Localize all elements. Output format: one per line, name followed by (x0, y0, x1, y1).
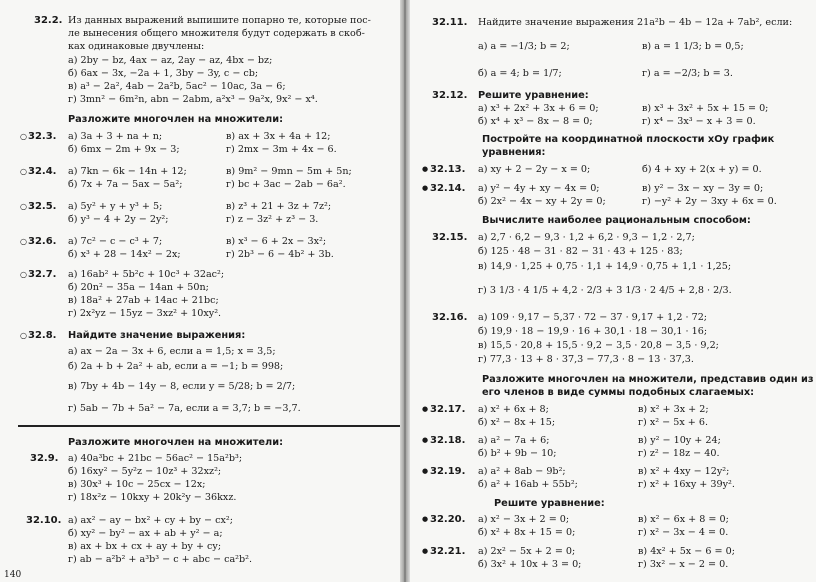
problem-item: а) a² − 7a + 6; (478, 435, 550, 446)
problem-item: в) x³ + 3x² + 5x + 15 = 0; (642, 103, 769, 114)
problem-item: б) x³ + 28 − 14x² − 2x; (68, 249, 181, 260)
problem-item: б) b² + 9b − 10; (478, 448, 557, 459)
problem-number: 32.12. (432, 90, 468, 101)
problem-item: а) 5y² + y + y³ + 5; (68, 201, 163, 212)
problem-item: в) x² − 6x + 8 = 0; (638, 514, 729, 525)
problem-number: 32.10. (26, 515, 62, 526)
problem-item: г) z − 3z² + z³ − 3. (226, 214, 319, 225)
section-divider (18, 425, 400, 427)
problem-number: ○ 32.7. (28, 268, 56, 281)
problem-item: в) ax + 3x + 4a + 12; (226, 131, 331, 142)
problem-text: Из данных выражений выпишите попарно те, которые пос- (68, 15, 371, 26)
problem-item: б) x⁴ + x³ − 8x − 8 = 0; (478, 116, 593, 127)
problem-item: г) 3 1/3 · 4 1/5 + 4,2 · 2/3 + 3 1/3 · 2 4/5 + 2,8 · 2/3. (478, 285, 732, 296)
problem-number: ● 32.20. (430, 513, 465, 526)
problem-number: ● 32.14. (430, 182, 465, 195)
problem-item: б) a = 4; b = 1/7; (478, 68, 562, 79)
problem-item: б) 4 + xy + 2(x + y) = 0. (642, 164, 762, 175)
problem-number: 32.2. (34, 15, 63, 26)
problem-item: а) 16ab² + 5b²c + 10c³ + 32ac²; (68, 269, 225, 280)
problem-item: в) 9m² − 9mn − 5m + 5n; (226, 166, 352, 177)
problem-item: г) 3mn² − 6m²n, abn − 2abm, a²x³ − 9a²x, 9x² − x⁴. (68, 94, 318, 105)
problem-item: б) 2x² − 4x − xy + 2y = 0; (478, 196, 606, 207)
problem-item: г) 77,3 · 13 + 8 · 37,3 − 77,3 · 8 − 13 · 37,3. (478, 354, 694, 365)
problem-item: а) x³ + 2x² + 3x + 6 = 0; (478, 103, 599, 114)
left-page: 32.2. Из данных выражений выпишите попарно те, которые пос- ле вынесения общего множителя будут содержать в скоб- ках одинаковые двучлены: а) 2by − bz, 4ax − az, 2ay − az, 4bx − bz; б) 6ax − 3x, −2a + 1, 3by − 3y, c − cb; в) a³ − 2a², 4ab − 2a²b, 5ac² − 10ac, 3a − 6; г) 3mn² − 6m²n, abn − 2abm, a²x³ − 9a²x, 9x² − x⁴. Разложите многочлен на множители: ○ 32.3. а) 3a + 3 + na + n; в) ax + 3x + 4a + 12; б) 6mx − 2m + 9x − 3; г) 2mx − 3m + 4x − 6. ○ 32.4. а) 7kn − 6k − 14n + 12; в) 9m² − 9mn − 5m + 5n; б) 7x + 7a − 5ax − 5a²; г) bc + 3ac − 2ab − 6a². ○ 32.5. а) 5y² + y + y³ + 5; в) z³ + 21 + 3z + 7z²; б) y³ − 4 + 2y − 2y²; г) z − 3z² + z³ − 3. ○ 32.6. а) 7c² − c − c³ + 7; в) x³ − 6 + 2x − 3x²; б) x³ + 28 − 14x² − 2x; г) 2b³ − 6 − 4b² + 3b. ○ 32.7. а) 16ab² + 5b²c + 10c³ + 32ac²; б) 20n² − 35a − 14an + 50n; в) 18a² + 27ab + 14ac + 21bc; г) 2x²yz − 15yz − 3xz² + 10xy². ○ 32.8. Найдите значение выражения: а) ax − 2a − 3x + 6, если a = 1,5; x = 3,5; б) 2a + b + 2a² + ab, если a = −1; b = 998; в) 7by + 4b − 14y − 8, если y = 5/28; b = 2/7; г) 5ab − 7b + 5a² − 7a, если a = 3,7; b = −3,7. Разложите многочлен на множители: 32.9. а) 40a³bc + 21bc − 56ac² − 15a²b³; б) 16xy² − 5y²z − 10z³ + 32xz²; в) 30x³ + 10c − 25cx − 12x; г) 18x²z − 10kxy + 20k²y − 36kxz. 32.10. а) ax² − ay − bx² + cy + by − cx²; б) xy² − by² − ax + ab + y² − a; в) ax + bx + cx + ay + by + cy; г) ab − a²b² + a³b³ − c + abc − ca²b². 140 (0, 0, 400, 582)
problem-item: г) 18x²z − 10kxy + 20k²y − 36kxz. (68, 492, 237, 503)
problem-item: б) 3x² + 10x + 3 = 0; (478, 559, 582, 570)
problem-item: в) 30x³ + 10c − 25cx − 12x; (68, 479, 206, 490)
problem-item: г) x² − 3x − 4 = 0. (638, 527, 729, 538)
problem-item: а) 2,7 · 6,2 − 9,3 · 1,2 + 6,2 · 9,3 − 1,2 · 2,7; (478, 232, 695, 243)
problem-item: г) x² + 16xy + 39y². (638, 479, 735, 490)
problem-item: в) x² + 3x + 2; (638, 404, 709, 415)
problem-item: г) x² − 5x + 6. (638, 417, 709, 428)
problem-item: г) a = −2/3; b = 3. (642, 68, 733, 79)
problem-item: г) −y² + 2y − 3xy + 6x = 0. (642, 196, 777, 207)
problem-item: в) z³ + 21 + 3z + 7z²; (226, 201, 332, 212)
problem-number: ● 32.13. (430, 163, 465, 176)
problem-item: а) 40a³bc + 21bc − 56ac² − 15a²b³; (68, 453, 243, 464)
problem-item: в) 7by + 4b − 14y − 8, если y = 5/28; b = 2/7; (68, 381, 296, 392)
problem-text: ле вынесения общего множителя будут содержать в скоб- (68, 28, 365, 39)
problem-item: б) a² + 16ab + 55b²; (478, 479, 578, 490)
problem-item: а) x² − 3x + 2 = 0; (478, 514, 570, 525)
problem-number: ● 32.19. (430, 465, 465, 478)
problem-item: а) 7kn − 6k − 14n + 12; (68, 166, 187, 177)
problem-item: а) 7c² − c − c³ + 7; (68, 236, 163, 247)
page-number: 140 (4, 570, 22, 580)
problem-text: ках одинаковые двучлены: (68, 41, 205, 52)
problem-item: а) y² − 4y + xy − 4x = 0; (478, 183, 600, 194)
problem-item: а) xy + 2 − 2y − x = 0; (478, 164, 591, 175)
problem-item: а) 3a + 3 + na + n; (68, 131, 163, 142)
problem-item: б) x² − 8x + 15; (478, 417, 556, 428)
book-spine (400, 0, 410, 582)
problem-item: а) x² + 6x + 8; (478, 404, 549, 415)
problem-item: г) bc + 3ac − 2ab − 6a². (226, 179, 346, 190)
problem-item: б) y³ − 4 + 2y − 2y²; (68, 214, 169, 225)
problem-title: Решите уравнение: (478, 90, 589, 101)
problem-item: б) xy² − by² − ax + ab + y² − a; (68, 528, 223, 539)
problem-item: а) 109 · 9,17 − 5,37 · 72 − 37 · 9,17 + 1,2 · 72; (478, 312, 708, 323)
problem-item: г) 5ab − 7b + 5a² − 7a, если a = 3,7; b = −3,7. (68, 403, 301, 414)
problem-number: 32.9. (30, 453, 59, 464)
problem-title: Найдите значение выражения: (68, 330, 246, 341)
problem-item: г) 2b³ − 6 − 4b² + 3b. (226, 249, 334, 260)
problem-number: ○ 32.5. (28, 200, 56, 213)
problem-item: б) 7x + 7a − 5ax − 5a²; (68, 179, 183, 190)
problem-item: г) 3x² − x − 2 = 0. (638, 559, 729, 570)
problem-item: в) y² − 10y + 24; (638, 435, 721, 446)
problem-item: г) ab − a²b² + a³b³ − c + abc − ca²b². (68, 554, 253, 565)
problem-number: ● 32.21. (430, 545, 465, 558)
problem-item: а) ax − 2a − 3x + 6, если a = 1,5; x = 3,5; (68, 346, 276, 357)
problem-item: в) 15,5 · 20,8 + 15,5 · 9,2 − 3,5 · 20,8 − 3,5 · 9,2; (478, 340, 719, 351)
problem-item: б) 6ax − 3x, −2a + 1, 3by − 3y, c − cb; (68, 68, 259, 79)
problem-item: в) x² + 4xy − 12y²; (638, 466, 730, 477)
problem-item: г) 2x²yz − 15yz − 3xz² + 10xy². (68, 308, 222, 319)
problem-item: б) 19,9 · 18 − 19,9 · 16 + 30,1 · 18 − 30,1 · 16; (478, 326, 708, 337)
problem-item: а) a² + 8ab − 9b²; (478, 466, 566, 477)
problem-item: б) 2a + b + 2a² + ab, если a = −1; b = 998; (68, 361, 284, 372)
problem-number: 32.11. (432, 17, 468, 28)
problem-number: ○ 32.8. (28, 329, 56, 342)
problem-item: в) x³ − 6 + 2x − 3x²; (226, 236, 327, 247)
problem-item: б) 125 · 48 − 31 · 82 − 31 · 43 + 125 · 83; (478, 246, 683, 257)
problem-item: а) 2x² − 5x + 2 = 0; (478, 546, 576, 557)
problem-item: а) 2by − bz, 4ax − az, 2ay − az, 4bx − bz; (68, 55, 273, 66)
problem-title: Найдите значение выражения 21a²b − 4b − 12a + 7ab², если: (478, 17, 793, 28)
problem-item: б) 20n² − 35a − 14an + 50n; (68, 282, 209, 293)
problem-number: ○ 32.4. (28, 165, 56, 178)
problem-item: в) a³ − 2a², 4ab − 2a²b, 5ac² − 10ac, 3a − 6; (68, 81, 286, 92)
problem-item: в) 18a² + 27ab + 14ac + 21bc; (68, 295, 219, 306)
problem-number: 32.16. (432, 312, 468, 323)
problem-number: ● 32.18. (430, 434, 465, 447)
problem-item: б) 6mx − 2m + 9x − 3; (68, 144, 180, 155)
problem-item: в) y² − 3x − xy − 3y = 0; (642, 183, 764, 194)
problem-item: б) 16xy² − 5y²z − 10z³ + 32xz²; (68, 466, 222, 477)
problem-item: г) 2mx − 3m + 4x − 6. (226, 144, 337, 155)
problem-number: 32.15. (432, 232, 468, 243)
problem-item: в) a = 1 1/3; b = 0,5; (642, 41, 744, 52)
problem-item: в) 14,9 · 1,25 + 0,75 · 1,1 + 14,9 · 0,75 + 1,1 · 1,25; (478, 261, 732, 272)
problem-item: б) x² + 8x + 15 = 0; (478, 527, 576, 538)
problem-item: г) x⁴ − 3x³ − x + 3 = 0. (642, 116, 756, 127)
problem-number: ● 32.17. (430, 403, 465, 416)
problem-item: г) z² − 18z − 40. (638, 448, 720, 459)
right-page: 32.11. Найдите значение выражения 21a²b − 4b − 12a + 7ab², если: а) a = −1/3; b = 2; в) a = 1 1/3; b = 0,5; б) a = 4; b = 1/7; г) a = −2/3; b = 3. 32.12. Решите уравнение: а) x³ + 2x² + 3x + 6 = 0; в) x³ + 3x² + 5x + 15 = 0; б) x⁴ + x³ − 8x − 8 = 0; г) x⁴ − 3x³ − x + 3 = 0. Постройте на координатной плоскости xOy график уравнения: ● 32.13. а) xy + 2 − 2y − x = 0; б) 4 + xy + 2(x + y) = 0. ● 32.14. а) y² − 4y + xy − 4x = 0; в) y² − 3x − xy − 3y = 0; б) 2x² − 4x − xy + 2y = 0; г) −y² + 2y − 3xy + 6x = 0. Вычислите наиболее рациональным способом: 32.15. а) 2,7 · 6,2 − 9,3 · 1,2 + 6,2 · 9,3 − 1,2 · 2,7; б) 125 · 48 − 31 · 82 − 31 · 43 + 125 · 83; в) 14,9 · 1,25 + 0,75 · 1,1 + 14,9 · 0,75 + 1,1 · 1,25; г) 3 1/3 · 4 1/5 + 4,2 · 2/3 + 3 1/3 · 2 4/5 + 2,8 · 2/3. 32.16. а) 109 · 9,17 − 5,37 · 72 − 37 · 9,17 + 1,2 · 72; б) 19,9 · 18 − 19,9 · 16 + 30,1 · 18 − 30,1 · 16; в) 15,5 · 20,8 + 15,5 · 9,2 − 3,5 · 20,8 − 3,5 · 9,2; г) 77,3 · 13 + 8 · 37,3 − 77,3 · 8 − 13 · 37,3. Разложите многочлен на множители, представив один из его членов в виде суммы подобных слагаемых: ● 32.17. а) x² + 6x + 8; в) x² + 3x + 2; б) x² − 8x + 15; г) x² − 5x + 6. ● 32.18. а) a² − 7a + 6; в) y² − 10y + 24; б) b² + 9b − 10; г) z² − 18z − 40. ● 32.19. а) a² + 8ab − 9b²; в) x² + 4xy − 12y²; б) a² + 16ab + 55b²; г) x² + 16xy + 39y². Решите уравнение: ● 32.20. а) x² − 3x + 2 = 0; в) x² − 6x + 8 = 0; б) x² + 8x + 15 = 0; г) x² − 3x − 4 = 0. ● 32.21. а) 2x² − 5x + 2 = 0; в) 4x² + 5x − 6 = 0; б) 3x² + 10x + 3 = 0; г) 3x² − x − 2 = 0. (410, 0, 816, 582)
problem-item: в) ax + bx + cx + ay + by + cy; (68, 541, 222, 552)
problem-item: а) a = −1/3; b = 2; (478, 41, 570, 52)
problem-item: а) ax² − ay − bx² + cy + by − cx²; (68, 515, 233, 526)
problem-number: ○ 32.6. (28, 235, 56, 248)
problem-item: в) 4x² + 5x − 6 = 0; (638, 546, 735, 557)
problem-number: ○ 32.3. (28, 130, 56, 143)
